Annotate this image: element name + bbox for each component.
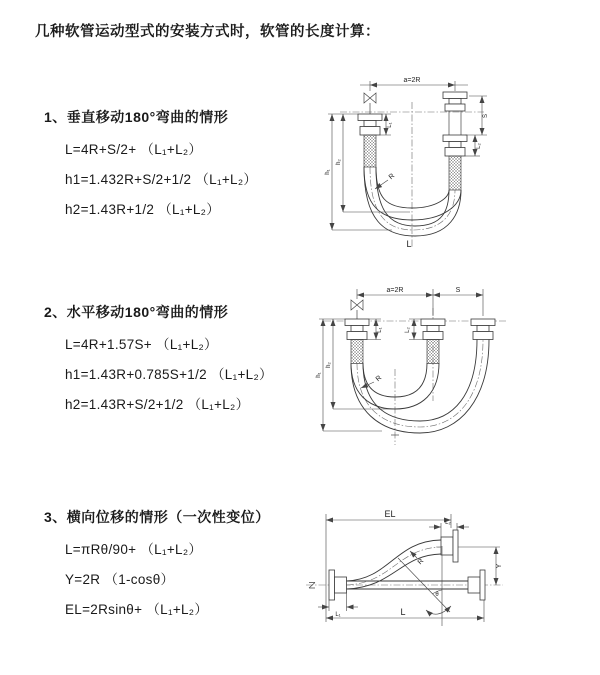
middle-fitting [421, 319, 445, 364]
dimension-el [326, 509, 451, 622]
label-h2: h₂ [336, 159, 342, 165]
dimension-l [326, 600, 484, 622]
curved-hose [347, 530, 459, 589]
section-lateral-displacement-text [44, 507, 270, 632]
label-l: L [400, 607, 406, 617]
label-l1: L₁ [335, 612, 341, 618]
formula-h1: h1=1.432R+S/2+1/2 （L₁+L₂） [65, 172, 258, 187]
label-r: R [387, 172, 397, 182]
diagram-vertical-180 [312, 72, 584, 260]
label-l2: L₂ [476, 143, 482, 149]
dimension-l2 [405, 319, 423, 340]
dimension-s [465, 96, 489, 135]
label-theta: θ [435, 592, 439, 598]
label-r: R [374, 374, 384, 384]
left-fitting [358, 114, 382, 167]
hose-curves [364, 167, 461, 236]
dimension-l2 [465, 135, 482, 156]
label-l1: L₁ [387, 122, 393, 128]
label-l2: L₂ [445, 520, 451, 526]
dimension-l2 [429, 520, 469, 537]
label-el: EL [384, 509, 396, 519]
braided-hose-section [427, 340, 439, 364]
formula-length: L=4R+1.57S+ （L₁+L₂） [65, 337, 218, 352]
formula-h1: h1=1.43R+0.785S+1/2 （L₁+L₂） [65, 367, 273, 382]
dimension-l1 [318, 593, 358, 618]
valve-icon [364, 93, 376, 114]
valve-icon [351, 300, 363, 319]
dimension-s [433, 287, 483, 295]
section-3-heading: 3、横向位移的情形（一次性变位） [44, 509, 270, 525]
diagram-horizontal-180 [310, 283, 590, 461]
label-r: R [416, 557, 426, 567]
right-fitting [443, 92, 467, 190]
formula-h2: h2=1.43R+S/2+1/2 （L₁+L₂） [65, 397, 250, 412]
dimension-a2r [357, 287, 483, 316]
label-a2r: a=2R [403, 77, 421, 84]
braided-hose-section [364, 135, 376, 167]
formula-el: EL=2Rsinθ+ （L₁+L₂） [65, 602, 209, 617]
label-l1: L₁ [377, 327, 383, 333]
formula-h2: h2=1.43R+1/2 （L₁+L₂） [65, 202, 221, 217]
braided-hose-section [351, 340, 363, 364]
left-flange [329, 570, 347, 600]
label-y: Y [496, 563, 503, 569]
braided-hose-section [449, 156, 461, 190]
label-l: L [406, 239, 412, 249]
formula-length: L=4R+S/2+ （L₁+L₂） [65, 142, 203, 157]
section-1-heading: 1、垂直移动180°弯曲的情形 [44, 109, 229, 125]
label-h1: h₁ [325, 169, 331, 175]
right-fitting [471, 319, 495, 340]
formula-y: Y=2R （1-cosθ） [65, 572, 175, 587]
diagram-lateral-displacement [298, 500, 598, 648]
section-2-heading: 2、水平移动180°弯曲的情形 [44, 304, 229, 320]
label-s: S [455, 287, 461, 294]
page-title: 几种软管运动型式的安装方式时，软管的长度计算： [35, 24, 380, 40]
label-a2r: a=2R [386, 287, 404, 294]
label-h2: h₂ [326, 362, 332, 368]
section-horizontal-180-text [44, 302, 273, 427]
label-h1: h₁ [316, 372, 322, 378]
section-vertical-180-text [44, 107, 257, 232]
label-l2: L₂ [405, 327, 411, 333]
left-fitting [345, 319, 369, 364]
radius-callout [375, 173, 396, 189]
hose-curves [351, 340, 489, 434]
label-s: S [483, 113, 489, 119]
dimension-a2r [360, 77, 468, 91]
formula-length: L=πRθ/90+ （L₁+L₂） [65, 542, 203, 557]
